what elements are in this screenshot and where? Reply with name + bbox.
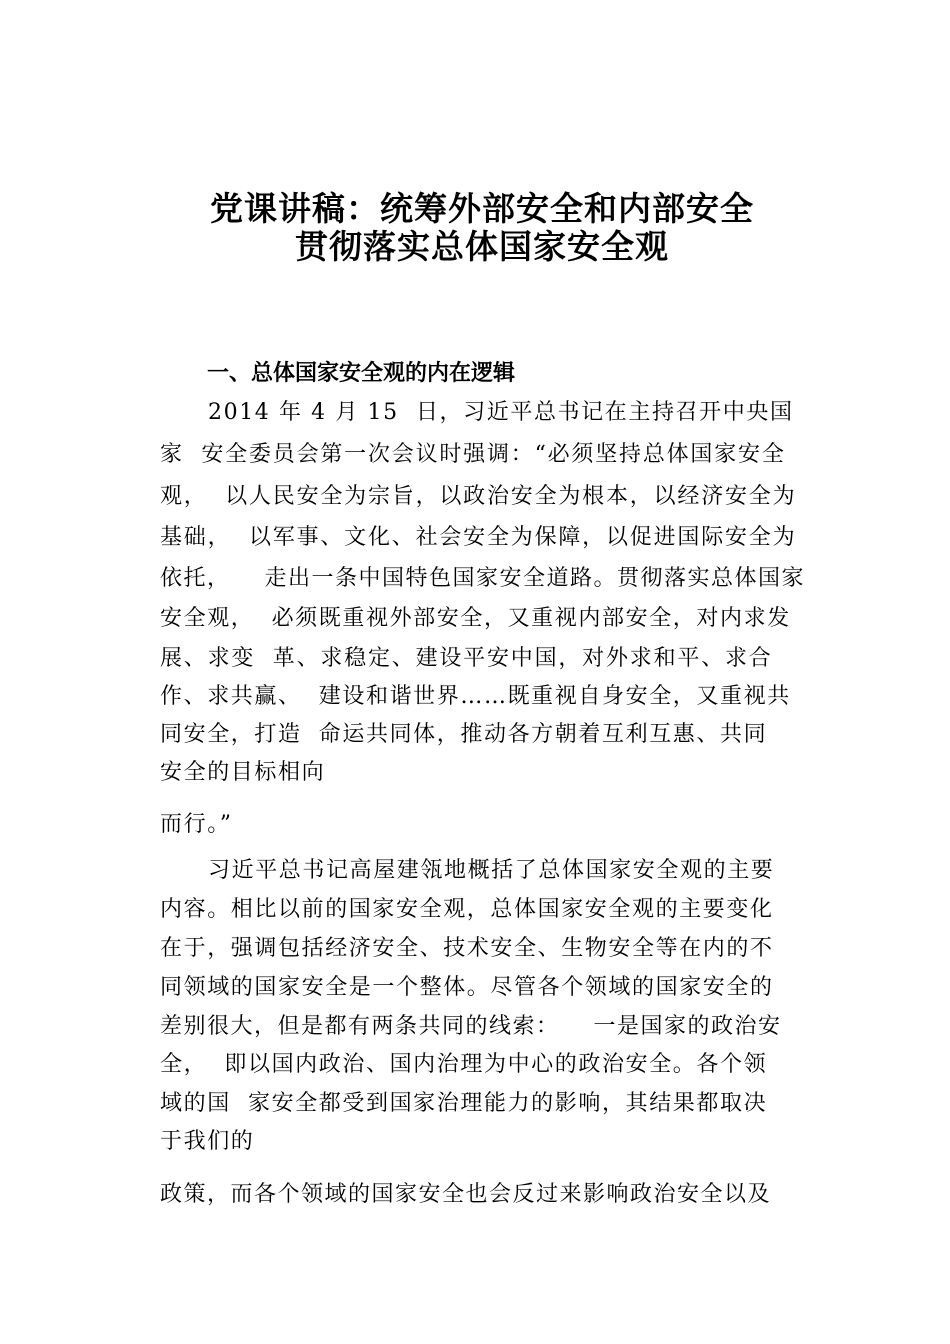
paragraph-2-line: 域的国 家安全都受到国家治理能力的影响，其结果都取决 bbox=[160, 1091, 768, 1116]
paragraph-2-line: 差别很大，但是都有两条共同的线索： 一是国家的政治安 bbox=[160, 1014, 782, 1039]
paragraph-1-line: 家 安全委员会第一次会议时强调：“必须坚持总体国家安全 bbox=[160, 442, 786, 467]
paragraph-2-line: 政策，而各个领域的国家安全也会反过来影响政治安全以及 bbox=[160, 1182, 772, 1207]
paragraph-1-line: 安全观， 必须既重视外部安全，又重视内部安全，对内求发 bbox=[160, 606, 791, 631]
paragraph-2-line: 内容。相比以前的国家安全观，总体国家安全观的主要变化 bbox=[160, 897, 774, 922]
paragraph-2-line: 全， 即以国内政治、国内治理为中心的政治安全。各个领 bbox=[160, 1052, 768, 1077]
document-title-line-1: 党课讲稿：统筹外部安全和内部安全 bbox=[210, 189, 754, 228]
paragraph-2-line: 同领域的国家安全是一个整体。尽管各个领域的国家安全的 bbox=[160, 975, 774, 1000]
paragraph-2-line: 于我们的 bbox=[160, 1129, 255, 1154]
document-title-line-2: 贯彻落实总体国家安全观 bbox=[295, 227, 669, 266]
paragraph-1-line: 2014 年 4 月 15 日，习近平总书记在主持召开中央国 bbox=[208, 400, 794, 425]
paragraph-1-line: 安全的目标相向 bbox=[160, 760, 326, 785]
paragraph-1-line: 基础， 以军事、文化、社会安全为保障，以促进国际安全为 bbox=[160, 525, 797, 550]
paragraph-2-line: 在于，强调包括经济安全、技术安全、生物安全等在内的不 bbox=[160, 936, 774, 961]
paragraph-2-line: 习近平总书记高屋建瓴地概括了总体国家安全观的主要 bbox=[208, 858, 775, 883]
paragraph-1-line: 作、求共赢、 建设和谐世界……既重视自身安全，又重视共 bbox=[160, 684, 791, 709]
paragraph-1-line: 观， 以人民安全为宗旨，以政治安全为根本，以经济安全为 bbox=[160, 484, 797, 509]
paragraph-1-line: 而行。” bbox=[160, 812, 233, 837]
section-heading: 一、总体国家安全观的内在逻辑 bbox=[207, 361, 516, 386]
paragraph-1-line: 展、求变 革、求稳定、建设平安中国，对外求和平、求合 bbox=[160, 646, 773, 671]
paragraph-1-line: 依托， 走出一条中国特色国家安全道路。贯彻落实总体国家 bbox=[160, 566, 805, 591]
paragraph-1-line: 同安全，打造 命运共同体，推动各方朝着互利互惠、共同 bbox=[160, 722, 768, 747]
